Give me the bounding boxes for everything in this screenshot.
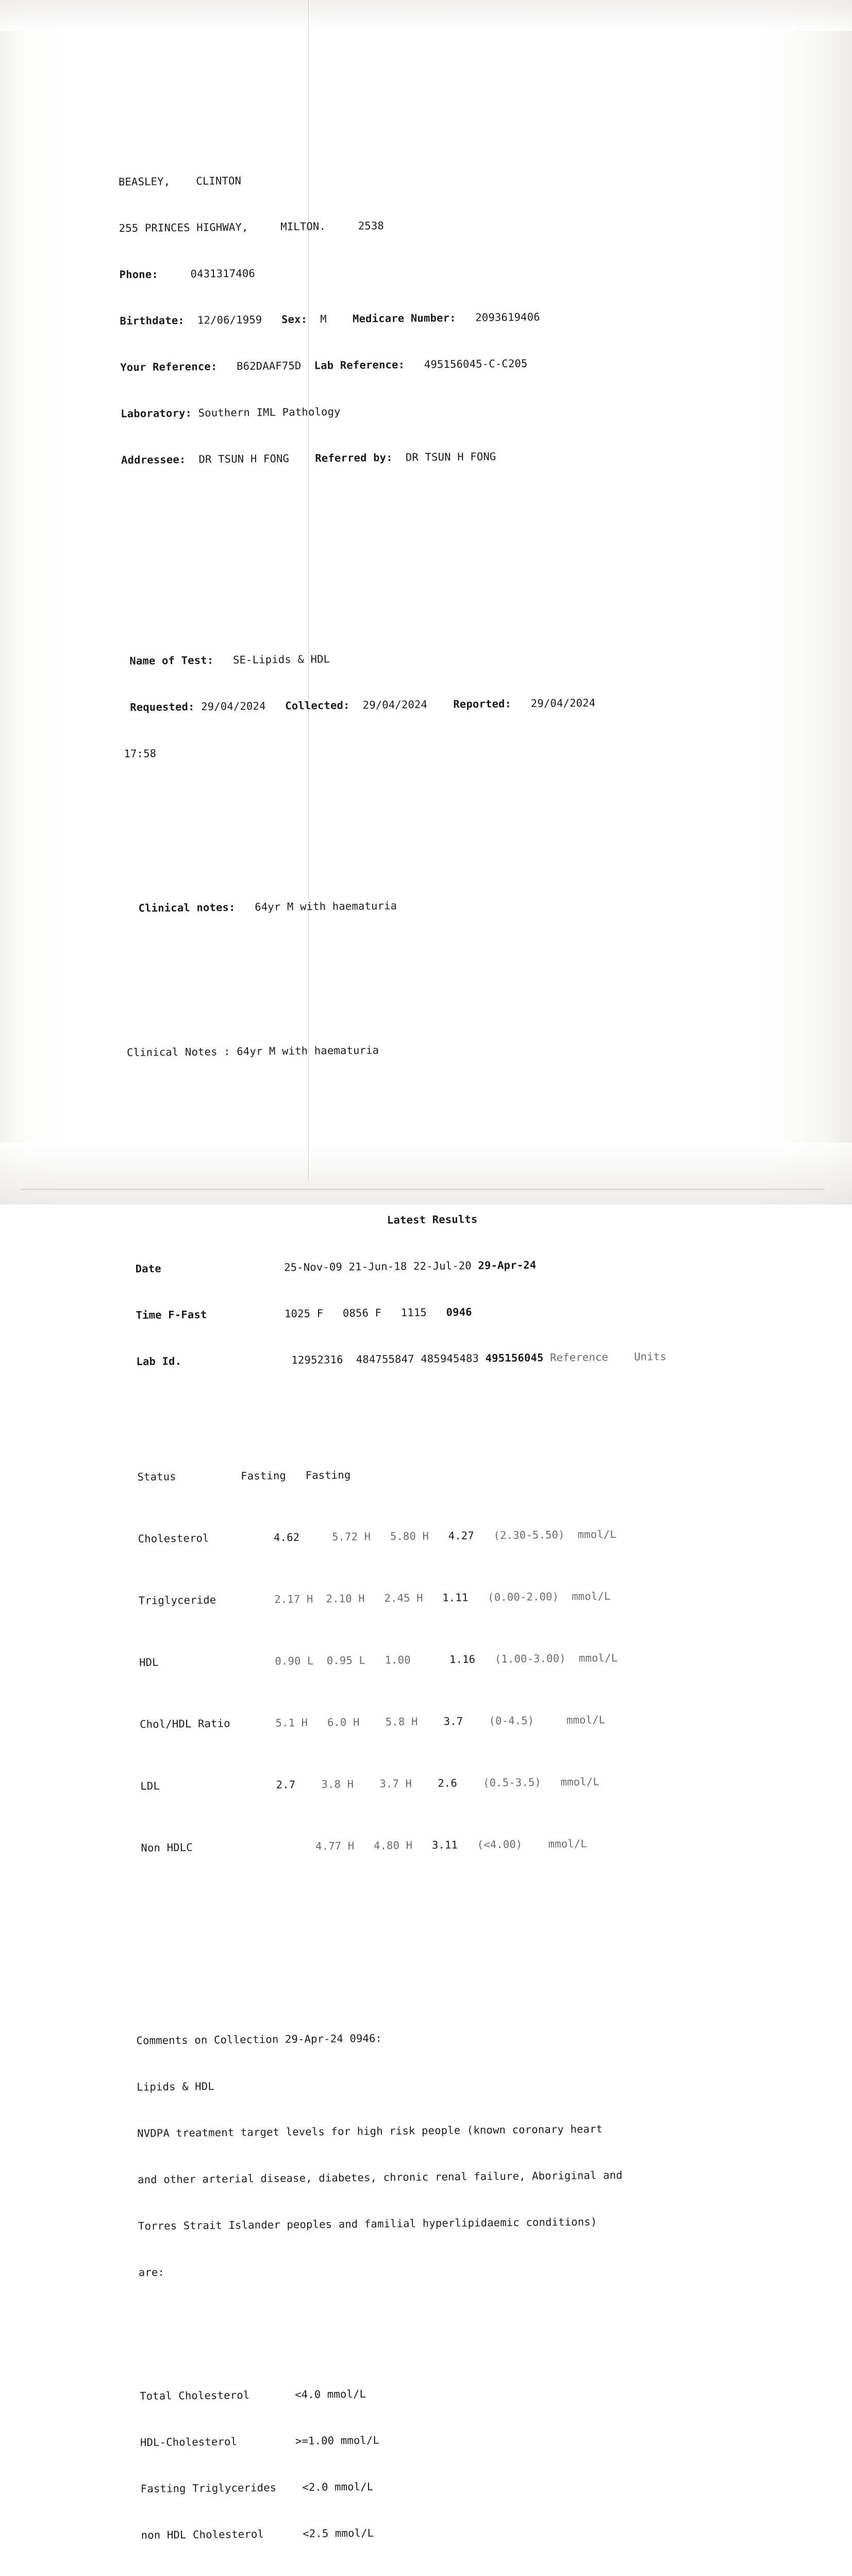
requested-time-line: 17:58: [124, 740, 763, 761]
analyte-value-4: 3.11: [432, 1839, 458, 1851]
analyte-units: mmol/L: [579, 1652, 617, 1665]
status-col-2: Fasting: [306, 1469, 351, 1482]
analyte-value-4: 4.27: [448, 1529, 474, 1541]
target-label: HDL-Cholesterol: [140, 2435, 237, 2449]
test-header: [123, 616, 763, 792]
time-col-1: 1025 F: [285, 1307, 323, 1320]
analyte-reference: (0.5-3.5): [483, 1776, 541, 1789]
target-label: non HDL Cholesterol: [141, 2528, 264, 2541]
results-time-row: [129, 1301, 769, 1323]
labid-col-1: 12952316: [291, 1353, 343, 1366]
referred-by-value: DR TSUN H FONG: [406, 450, 496, 464]
comments-p1-l1: NVDPA treatment target levels for high risk people (known coronary heart: [137, 2120, 776, 2141]
laboratory-value: Southern IML Pathology: [198, 405, 341, 419]
time-col-4: 0946: [446, 1306, 472, 1318]
labid-col-2: 484755847: [356, 1353, 414, 1366]
analyte-row: [134, 1772, 773, 1794]
analyte-units: mmol/L: [572, 1590, 610, 1603]
analyte-value-2: 6.0: [327, 1716, 347, 1728]
analyte-units: mmol/L: [548, 1837, 587, 1850]
comments-p1-l2: and other arterial disease, diabetes, chronic renal failure, Aboriginal and: [138, 2166, 777, 2188]
analyte-row: [131, 1525, 771, 1547]
time-col-2: 0856 F: [343, 1307, 381, 1319]
analyte-units: mmol/L: [578, 1528, 616, 1541]
analyte-flag-1: H: [302, 1717, 308, 1729]
results-status-row: [131, 1463, 770, 1485]
analyte-reference: (0-4.5): [489, 1714, 534, 1727]
analyte-flag-2: H: [353, 1716, 360, 1728]
test-name-label: Name of Test:: [129, 654, 213, 667]
lab-reference-label: Lab Reference:: [314, 359, 405, 372]
analyte-reference: (2.30-5.50): [493, 1529, 564, 1541]
analyte-flag-2: H: [358, 1592, 365, 1605]
labid-col-3: 485945483: [421, 1352, 479, 1365]
analyte-row: [133, 1710, 772, 1732]
analyte-value-3: 5.8: [386, 1716, 405, 1728]
referred-by-label: Referred by:: [315, 451, 393, 464]
clinical-notes-value: 64yr M with haematuria: [255, 900, 397, 913]
analyte-row: [132, 1587, 771, 1608]
patient-name-line: BEASLEY, CLINTON: [119, 168, 758, 190]
test-dates-line: [124, 693, 763, 715]
analyte-name: Triglyceride: [139, 1594, 216, 1606]
phone-value: 0431317406: [190, 267, 255, 280]
date-col-3: 22-Jul-20: [413, 1260, 472, 1273]
analyte-flag-2: L: [359, 1654, 365, 1667]
sex-label: Sex:: [281, 313, 307, 325]
target-row: [140, 2429, 779, 2450]
time-col-3: 1115: [401, 1306, 427, 1318]
comments-section: [136, 1996, 783, 2576]
patient-header: [118, 137, 761, 499]
comments-subheading: Lipids & HDL: [137, 2073, 776, 2095]
analyte-value-2: 0.95: [327, 1654, 353, 1667]
comments-p1-l3: Torres Strait Islander peoples and familial hyperlipidaemic conditions): [138, 2212, 777, 2234]
laboratory-label: Laboratory:: [121, 407, 192, 420]
analyte-value-3: 1.00: [385, 1654, 411, 1666]
analyte-value-3: 2.45: [384, 1592, 410, 1604]
comments-heading: Comments on Collection 29-Apr-24 0946:: [136, 2027, 775, 2048]
analyte-value-1: 2.17: [274, 1593, 300, 1605]
your-reference-value: B62DAAF75D: [237, 360, 302, 372]
target-row: [141, 2521, 780, 2543]
results-date-row: [129, 1255, 768, 1277]
analyte-flag-3: H: [411, 1716, 418, 1728]
requested-label: Requested:: [130, 701, 195, 714]
address-postcode: 2538: [358, 219, 384, 232]
your-reference-label: Your Reference:: [120, 360, 217, 374]
units-heading: Units: [634, 1350, 666, 1363]
labid-row-label: Lab Id.: [136, 1355, 181, 1368]
date-row-label: Date: [136, 1262, 161, 1275]
address-suburb: MILTON.: [280, 220, 326, 233]
analyte-flag-3: H: [406, 1839, 413, 1852]
date-col-1: 25-Nov-09: [284, 1261, 342, 1274]
date-col-2: 21-Jun-18: [348, 1260, 407, 1273]
target-row: [141, 2475, 780, 2497]
results-labid-row: [130, 1348, 769, 1369]
target-label: Total Cholesterol: [140, 2389, 249, 2402]
analyte-value-3: 3.7: [379, 1777, 399, 1790]
target-row: [140, 2382, 779, 2404]
analyte-reference: (<4.00): [477, 1838, 523, 1851]
analyte-name: Non HDLC: [141, 1841, 193, 1854]
patient-reference-line: [120, 353, 759, 375]
reference-heading: Reference: [550, 1351, 608, 1364]
analyte-value-2: 4.77: [315, 1840, 341, 1852]
analyte-value-2: 2.10: [326, 1592, 352, 1605]
requested-value: 29/04/2024: [201, 700, 266, 713]
analyte-flag-3: H: [416, 1591, 423, 1604]
analyte-name: LDL: [140, 1780, 160, 1792]
analyte-reference: (1.00-3.00): [495, 1652, 566, 1665]
phone-label: Phone:: [119, 268, 158, 281]
analyte-value-1: 4.62: [274, 1531, 299, 1544]
latest-results-heading-row: [128, 1209, 767, 1230]
analyte-value-3: 4.80: [374, 1839, 399, 1852]
analyte-flag-2: H: [348, 1840, 355, 1852]
target-label: Fasting Triglycerides: [141, 2481, 277, 2495]
clinical-notes-line: [125, 894, 764, 916]
patient-phone-line: [119, 261, 758, 282]
analyte-units: mmol/L: [566, 1714, 605, 1726]
analyte-value-1: 0.90: [275, 1655, 300, 1667]
analyte-value-4: 1.11: [442, 1591, 468, 1604]
analyte-flag-2: H: [364, 1530, 371, 1543]
analyte-name: Chol/HDL Ratio: [140, 1717, 230, 1731]
analyte-name: HDL: [139, 1656, 159, 1668]
document-content: [0, 0, 852, 1205]
status-row-label: Status: [137, 1470, 176, 1483]
analyte-value-4: 3.7: [444, 1715, 463, 1727]
target-value: <2.0 mmol/L: [302, 2480, 373, 2493]
analyte-row: [132, 1649, 772, 1670]
time-row-label: Time F-Fast: [136, 1308, 207, 1321]
results-table: [128, 1178, 774, 1887]
lab-reference-value: 495156045-C-C205: [424, 357, 528, 370]
collected-value: 29/04/2024: [363, 698, 428, 711]
pathology-report: [118, 75, 789, 2576]
analyte-flag-3: H: [422, 1530, 429, 1542]
target-value: <2.5 mmol/L: [303, 2527, 374, 2539]
analyte-flag-1: H: [307, 1592, 313, 1605]
target-value: <4.0 mmol/L: [295, 2388, 366, 2401]
analyte-value-4: 2.6: [438, 1777, 457, 1789]
analyte-value-2: 5.72: [332, 1531, 358, 1543]
analyte-value-2: 3.8: [321, 1778, 341, 1790]
sex-value: M: [320, 313, 327, 325]
labid-col-4: 495156045: [486, 1351, 544, 1364]
comments-p1-l4: are:: [139, 2259, 778, 2280]
date-col-4: 29-Apr-24: [478, 1259, 536, 1272]
analyte-name: Cholesterol: [138, 1532, 209, 1545]
addressee-line: [121, 446, 760, 468]
analyte-flag-1: L: [307, 1654, 314, 1667]
test-name-value: SE-Lipids & HDL: [233, 653, 330, 666]
address-street: 255 PRINCES HIGHWAY,: [119, 221, 248, 234]
collected-label: Collected:: [285, 699, 350, 712]
analyte-reference: (0.00-2.00): [488, 1590, 559, 1603]
reported-label: Reported:: [453, 698, 511, 710]
analyte-units: mmol/L: [561, 1775, 599, 1788]
medicare-label: Medicare Number:: [353, 312, 456, 325]
addressee-label: Addressee:: [121, 453, 186, 466]
analyte-row: [135, 1834, 774, 1856]
laboratory-line: [121, 400, 760, 421]
analyte-flag-3: H: [405, 1777, 412, 1790]
analyte-value-4: 1.16: [449, 1653, 475, 1665]
addressee-value: DR TSUN H FONG: [198, 452, 289, 466]
analyte-value-1: 5.1: [275, 1717, 295, 1729]
birthdate-value: 12/06/1959: [197, 313, 262, 326]
analyte-flag-2: H: [347, 1778, 354, 1790]
target-value: >=1.00 mmol/L: [295, 2434, 379, 2447]
status-col-1: Fasting: [241, 1469, 286, 1482]
patient-address-line: [119, 214, 758, 236]
clinical-notes-label: Clinical notes:: [138, 901, 235, 914]
patient-birthdate-line: [120, 307, 759, 329]
medicare-value: 2093619406: [475, 311, 540, 324]
test-name-line: [123, 647, 762, 669]
analyte-value-3: 5.80: [390, 1530, 416, 1543]
analyte-value-1: 2.7: [276, 1778, 296, 1791]
birthdate-label: Birthdate:: [120, 314, 185, 327]
clinical-notes-repeat: Clinical Notes : 64yr M with haematuria: [127, 1039, 766, 1060]
latest-results-heading: Latest Results: [387, 1213, 478, 1226]
reported-value: 29/04/2024: [531, 697, 596, 709]
